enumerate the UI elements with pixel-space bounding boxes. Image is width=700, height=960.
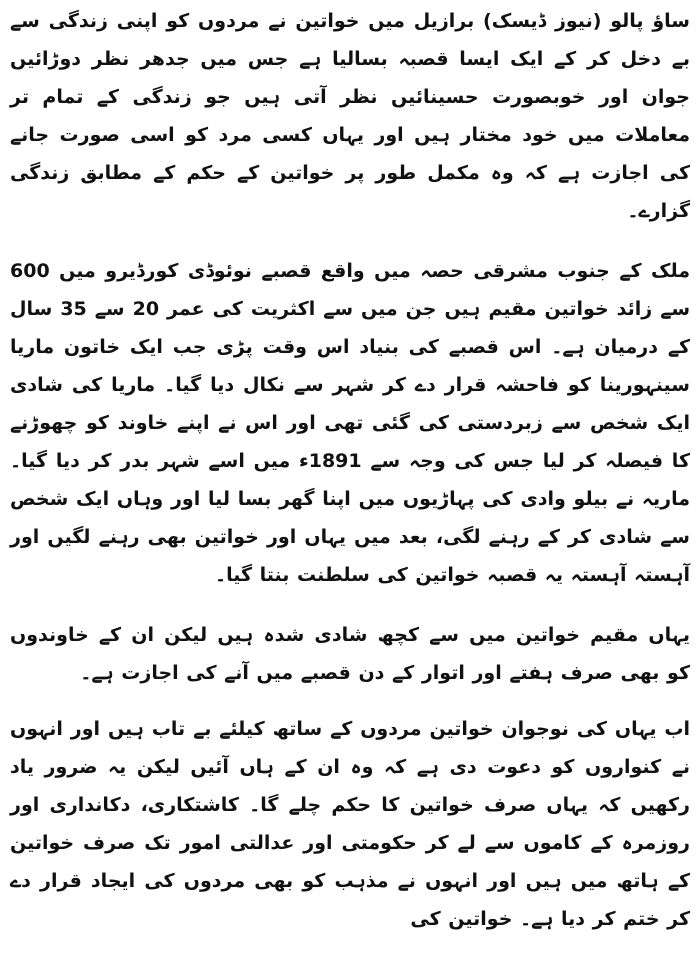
paragraph-history: ملک کے جنوب مشرقی حصہ میں واقع قصبے نوئوڈی کورڈیرو میں 600 سے زائد خواتین مقیم ہیں جن میں سے اکثریت کی عمر 20 سے 35 سال کے درمیان ہے۔ اس قصبے کی بنیاد اس وقت پڑی جب ایک خاتون ماریا سینہورینا کو فاحشہ قرار دے کر شہر سے نکال دیا گیا۔ ماریا کی شادی ایک شخص سے زبردستی کی گئی تھی اور اس نے اپنے خاوند کو چھوڑنے کا فیصلہ کر لیا جس کی وجہ سے 1891ء میں اسے شہر بدر کر دیا گیا۔ ماریہ نے بیلو وادی کی پہاڑیوں میں اپنا گھر بسا لیا اور وہاں ایک شخص سے شادی کر کے رہنے لگی، بعد میں یہاں اور خواتین بھی رہنے لگیں اور آہستہ آہستہ یہ قصبہ خواتین کی سلطنت بنتا گیا۔ — [10, 260, 691, 586]
paragraph-invitation: اب یہاں کی نوجوان خواتین مردوں کے ساتھ کیلئے بے تاب ہیں اور انہوں نے کنواروں کو دعوت دی ہے کہ وہ ان کے ہاں آئیں لیکن یہ ضرور یاد رکھیں کہ یہاں صرف خواتین کا حکم چلے گا۔ کاشتکاری، دکانداری اور روزمرہ کے کاموں سے لے کر حکومتی اور عدالتی امور تک صرف خواتین کے ہاتھ میں ہیں اور انہوں نے مذہب کو بھی مردوں کی ایجاد قرار دے کر ختم کر دیا ہے۔ خواتین کی — [10, 718, 690, 930]
article-body — [10, 2, 690, 960]
paragraph-married-women: یہاں مقیم خواتین میں سے کچھ شادی شدہ ہیں لیکن ان کے خاوندوں کو بھی صرف ہفتے اور اتوار کے دن قصبے میں آنے کی اجازت ہے۔ — [10, 624, 690, 684]
paragraph-intro: ساؤ پالو (نیوز ڈیسک) برازیل میں خواتین نے مردوں کو اپنی زندگی سے بے دخل کر کے ایک ایسا قصبہ بسالیا ہے جس میں جدھر نظر دوڑائیں جوان اور خوبصورت حسینائیں نظر آتی ہیں جو زندگی کے تمام تر معاملات میں خود مختار ہیں اور یہاں کسی مرد کو اسی صورت جانے کی اجازت ہے کہ وہ مکمل طور پر خواتین کے حکم کے مطابق زندگی گزارے۔ — [10, 10, 690, 222]
